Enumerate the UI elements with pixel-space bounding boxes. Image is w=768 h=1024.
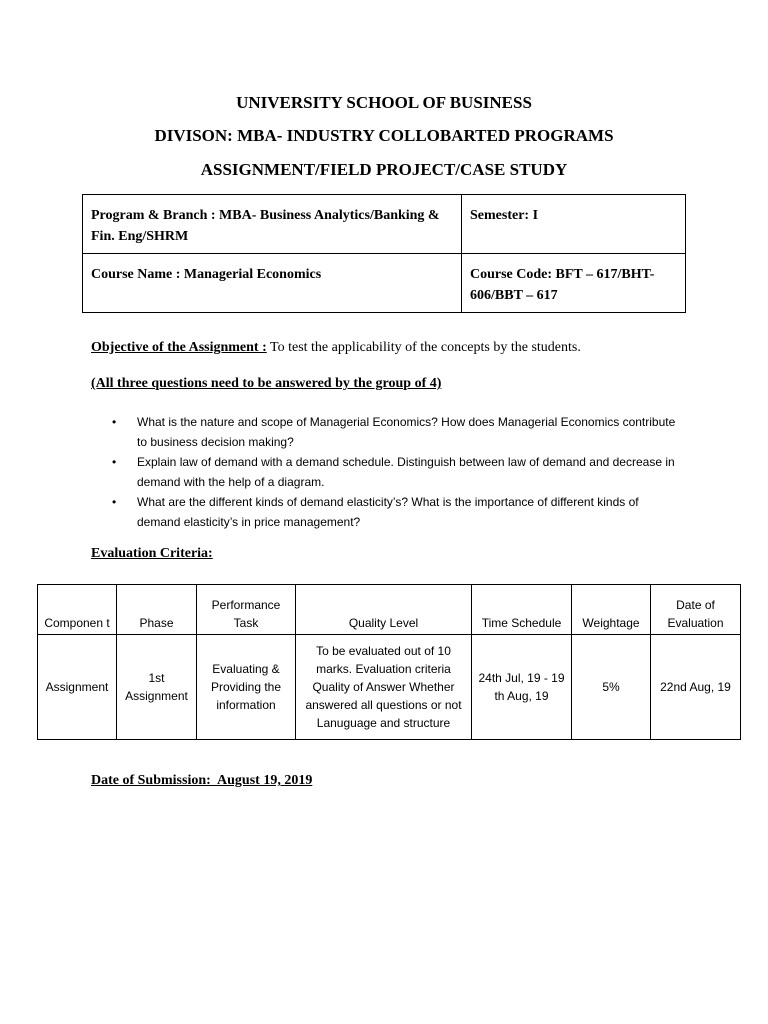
course-info-table — [82, 194, 686, 313]
header-component: Componen t — [38, 585, 117, 635]
submission-date: Date of Submission: August 19, 2019 — [91, 773, 313, 788]
header-phase: Phase — [117, 585, 197, 635]
semester-cell: Semester: I — [462, 195, 686, 254]
question-text: What are the different kinds of demand elasticity’s? What is the importance of different kinds of demand elasticity’s in price management? — [137, 495, 639, 529]
question-text: Explain law of demand with a demand schedule. Distinguish between law of demand and decrease in demand with the help of a diagram. — [137, 455, 675, 489]
cell-performance-task: Evaluating & Providing the information — [197, 635, 296, 740]
table-header-row — [38, 585, 741, 635]
heading-assignment-type: ASSIGNMENT/FIELD PROJECT/CASE STUDY — [200, 160, 568, 179]
objective-line — [91, 340, 581, 356]
objective-label: Objective of the Assignment : — [91, 340, 267, 355]
program-branch-cell: Program & Branch : MBA- Business Analytics/Banking & Fin. Eng/SHRM — [83, 195, 462, 254]
evaluation-table — [37, 584, 741, 740]
question-item — [112, 452, 682, 492]
header-date-of-evaluation: Date of Evaluation — [651, 585, 741, 635]
course-name-cell: Course Name : Managerial Economics — [83, 254, 462, 313]
question-item — [112, 492, 682, 532]
question-list — [112, 412, 682, 532]
heading-school: UNIVERSITY SCHOOL OF BUSINESS — [236, 93, 532, 112]
cell-time-schedule: 24th Jul, 19 - 19 th Aug, 19 — [472, 635, 572, 740]
header-time-schedule: Time Schedule — [472, 585, 572, 635]
header-quality-level: Quality Level — [296, 585, 472, 635]
cell-date-of-evaluation: 22nd Aug, 19 — [651, 635, 741, 740]
evaluation-heading: Evaluation Criteria: — [91, 546, 213, 561]
objective-text: To test the applicability of the concepts by the students. — [266, 340, 581, 355]
header-weightage: Weightage — [572, 585, 651, 635]
bullet-icon: • — [112, 455, 117, 469]
cell-phase: 1st Assignment — [117, 635, 197, 740]
cell-component: Assignment — [38, 635, 117, 740]
answer-instruction: (All three questions need to be answered by the group of 4) — [91, 376, 442, 391]
course-code-cell: Course Code: BFT – 617/BHT-606/BBT – 617 — [462, 254, 686, 313]
heading-division: DIVISON: MBA- INDUSTRY COLLOBARTED PROGRAMS — [154, 126, 614, 145]
bullet-icon: • — [112, 415, 117, 429]
bullet-icon: • — [112, 495, 117, 509]
question-text: What is the nature and scope of Managerial Economics? How does Managerial Economics contribute to business decision making? — [137, 415, 676, 449]
table-row — [38, 635, 741, 740]
header-performance-task: Performance Task — [197, 585, 296, 635]
cell-weightage: 5% — [572, 635, 651, 740]
cell-quality-level: To be evaluated out of 10 marks. Evaluation criteria Quality of Answer Whether answered all questions or not Lanuguage and structure — [296, 635, 472, 740]
question-item — [112, 412, 682, 452]
